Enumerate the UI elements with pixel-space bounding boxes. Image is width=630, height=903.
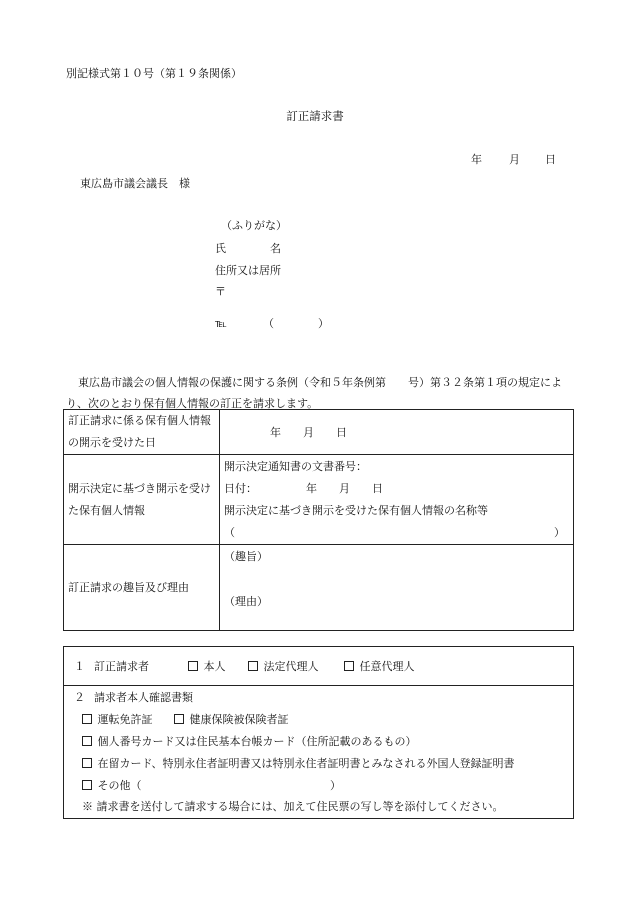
notice-doc-number: 開示決定通知書の文書番号： [224, 459, 367, 473]
document-title: 訂正請求書 [286, 109, 344, 123]
mailing-note: ※ 請求書を送付して請求する場合には、加えて住民票の写し等を添付してください。 [82, 800, 504, 813]
checkbox-icon[interactable] [82, 780, 92, 790]
request-table [63, 409, 574, 631]
id-doc-other[interactable]: その他（ [82, 780, 142, 791]
disclosure-date-label: 訂正請求に係る保有個人情報の開示を受けた日 [64, 410, 220, 455]
id-doc-insurance[interactable]: 健康保険被保険者証 [174, 714, 289, 725]
section1-label: 訂正請求者 [94, 660, 149, 673]
checkbox-icon[interactable] [82, 758, 92, 768]
id-doc-mynumber[interactable]: 個人番号カード又は住民基本台帳カード（住所記載のあるもの） [82, 736, 417, 747]
info-name-label: 開示決定に基づき開示を受けた保有個人情報の名称等 [224, 503, 488, 517]
disclosed-info-label: 開示決定に基づき開示を受けた保有個人情報 [64, 455, 220, 545]
purpose-reason-field[interactable] [220, 545, 574, 631]
checkbox-icon[interactable] [82, 714, 92, 724]
purpose-label: （趣旨） [224, 550, 268, 563]
table-row [64, 545, 574, 631]
section2-number: ２ [74, 691, 85, 704]
notice-date-value: 年 月 日 [306, 481, 383, 495]
addressee: 東広島市議会議長 様 [80, 177, 190, 190]
checkbox-icon[interactable] [344, 661, 354, 671]
table-row [64, 455, 574, 545]
id-doc-license[interactable]: 運転免許証 [82, 714, 153, 725]
disclosed-info-field[interactable] [220, 455, 574, 545]
request-statement: 東広島市議会の個人情報の保護に関する条例（令和５年条例第 号）第３２条第１項の規定により、次のとおり保有個人情報の訂正を請求します。 [66, 376, 562, 410]
id-doc-residence[interactable]: 在留カード、特別永住者証明書又は特別永住者証明書とみなされる外国人登録証明書 [82, 758, 515, 769]
section1-number: １ [74, 660, 85, 673]
date-day-label: 日 [545, 153, 556, 166]
form-number: 別記様式第１０号（第１９条関係） [66, 67, 242, 80]
option-self[interactable]: 本人 [188, 661, 226, 672]
checkbox-icon[interactable] [82, 736, 92, 746]
paren-open: （ [224, 525, 235, 539]
section2-label: 請求者本人確認書類 [94, 691, 193, 704]
checkbox-icon[interactable] [174, 714, 184, 724]
option-legal-agent[interactable]: 法定代理人 [248, 661, 319, 672]
tel-parens: （ ） [263, 317, 329, 330]
table-row [64, 410, 574, 455]
notice-date-row [224, 478, 569, 500]
furigana-label: （ふりがな） [221, 219, 287, 232]
requester-section [63, 646, 574, 819]
section-divider [64, 685, 573, 686]
tel-label: ℡ [215, 317, 227, 330]
option-voluntary-agent[interactable]: 任意代理人 [344, 661, 415, 672]
date-year-label: 年 [471, 153, 482, 166]
paren-close: ） [554, 525, 565, 539]
other-paren-close: ） [330, 779, 341, 792]
date-month-label: 月 [509, 153, 520, 166]
info-name-row [224, 522, 569, 544]
checkbox-icon[interactable] [188, 661, 198, 671]
reason-label: （理由） [224, 595, 268, 608]
address-label: 住所又は居所 [215, 264, 281, 277]
checkbox-icon[interactable] [248, 661, 258, 671]
disclosure-date-field[interactable]: 年 月 日 [220, 410, 574, 455]
name-label: 氏 名 [215, 242, 281, 255]
postal-mark: 〒 [215, 285, 226, 298]
notice-date-label: 日付： [224, 481, 257, 495]
purpose-reason-label: 訂正請求の趣旨及び理由 [64, 545, 220, 631]
